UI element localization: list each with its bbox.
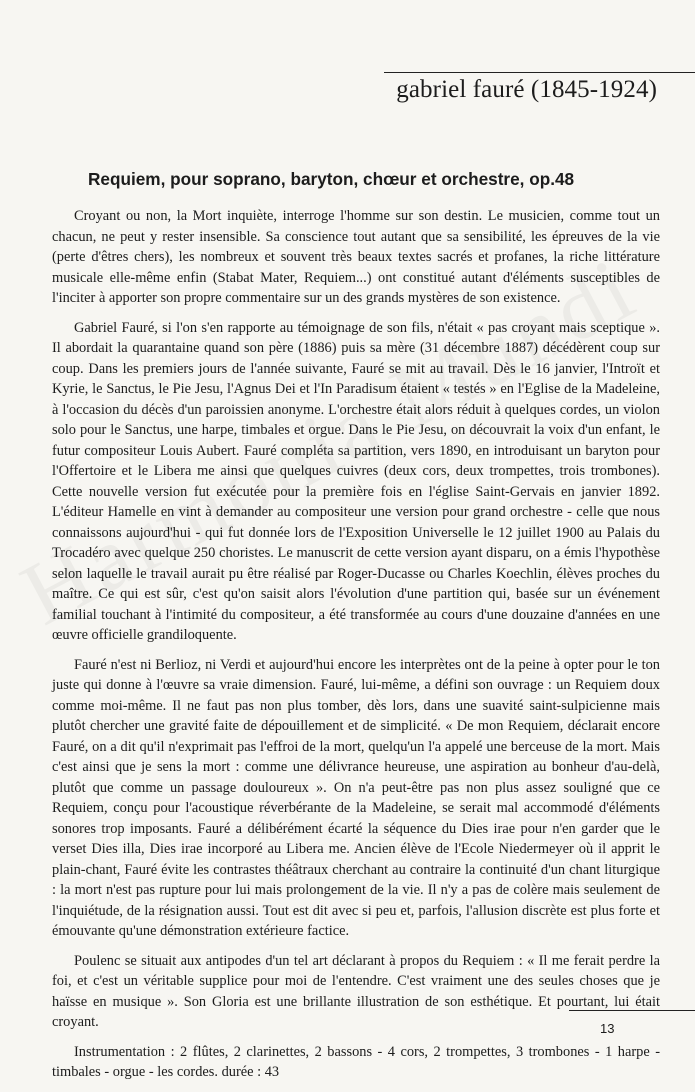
paragraph-intro: Croyant ou non, la Mort inquiète, interroge l'homme sur son destin. Le musicien, comme tout un chacun, ne peut y rester insensible. Sa conscience tout autant que sa sensibilité, les épreuves de la vie (perte d'êtres chers), les nombreux et souvent très beaux textes sacrés et profanes, la riche littérature musicale elle-même enfin (Stabat Mater, Requiem...) ont constitué autant d'éléments susceptibles de l'inciter à apporter son propre commentaire sur un des grands mystères de son existence. (52, 208, 660, 306)
page-number: 13 (600, 1021, 615, 1036)
article-body (52, 206, 660, 1092)
footer-rule (569, 1010, 695, 1011)
page-header-title: gabriel fauré (1845-1924) (396, 76, 657, 103)
header-rule (384, 72, 695, 73)
paragraph-poulenc: Poulenc se situait aux antipodes d'un tel art déclarant à propos du Requiem : « Il me ferait perdre la foi, et c'est un véritable supplice pour moi de l'entendre. C'est vraiment une des seules choses que je haïsse en musique ». Son Gloria est une brillante illustration de son esthétique. Et pourtant, lui était croyant. (52, 952, 660, 1030)
paragraph-instrumentation: Instrumentation : 2 flûtes, 2 clarinettes, 2 bassons - 4 cors, 2 trompettes, 3 trombones - 1 harpe - timbales - orgue - les cordes. durée : 43 (52, 1043, 660, 1080)
section-heading: Requiem, pour soprano, baryton, chœur et orchestre, op.48 (88, 169, 575, 189)
paragraph-history: Gabriel Fauré, si l'on s'en rapporte au témoignage de son fils, n'était « pas croyant mais sceptique ». Il abordait la quarantaine quand son père (1886) puis sa mère (31 décembre 1887) décédèrent coup sur coup. Dans les premiers jours de l'année suivante, Fauré se mit au travail. Dès le 16 janvier, l'Introït et Kyrie, le Sanctus, le Pie Jesu, l'Agnus Dei et l'In Paradisum étaient « testés » en l'Eglise de la Madeleine, à l'occasion du décès d'un paroissien anonyme. L'orchestre était alors réduit à quelques cordes, un violon solo pour le Sanctus, une harpe, timbales et orgue. Dans le Pie Jesu, on découvrait la voix d'un enfant, le futur compositeur Louis Aubert. Fauré compléta sa partition, vers 1890, en introduisant un baryton pour l'Offertoire et le Libera me ainsi que quelques cuivres (deux cors, deux trompettes, trois trombones). Cette nouvelle version fut exécutée pour la première fois en l'église Saint-Gervais en janvier 1892. L'éditeur Hamelle en vint à demander au compositeur une version pour grand orchestre - celle que nous connaissons aujourd'hui - qui fut donnée lors de l'Exposition Universelle le 12 juillet 1900 au Palais du Trocadéro avec quelque 250 choristes. Le manuscrit de cette version ayant disparu, on a émis l'hypothèse selon laquelle le travail aurait pu être réalisé par Roger-Ducasse ou Charles Koechlin, élèves proches du maître. Ce qui est sûr, c'est qu'on saisit alors l'évolution d'une partition qui, basée sur un événement familial touchant à l'intimité du compositeur, a été transformée au cours d'une douzaine d'années en une œuvre officielle grandiloquente. (52, 319, 660, 643)
paragraph-interpretation: Fauré n'est ni Berlioz, ni Verdi et aujourd'hui encore les interprètes ont de la peine à opter pour le ton juste qui donne à l'œuvre sa vraie dimension. Fauré, lui-même, a défini son ouvrage : un Requiem doux comme moi-même. Il ne faut pas non plus tomber, dès lors, dans une suavité saint-sulpicienne mais plutôt chercher une gravité faite de dépouillement et de simplicité. « De mon Requiem, déclarait encore Fauré, on a dit qu'il n'exprimait pas l'effroi de la mort, quelqu'un l'a appelé une berceuse de la mort. Mais c'est ainsi que je sens la mort : comme une délivrance heureuse, une aspiration au bonheur d'au-delà, plutôt que comme un passage douloureux ». On n'a peut-être pas non plus assez souligné que ce Requiem, conçu pour l'acoustique réverbérante de la Madeleine, se serait mal accommodé d'éléments sonores trop imposants. Fauré a délibérément écarté la séquence du Dies irae pour n'en garder que le verset Dies illa, Dies irae incorporé au Libera me. Ancien élève de l'Ecole Niedermeyer où il apprit le plain-chant, Fauré évite les contrastes théâtraux cherchant au contraire la continuité d'un chant liturgique : la mort n'est pas rupture pour lui mais prolongement de la vie. Il n'y a pas de colère mais seulement de l'inquiétude, de la résignation aussi. Tout est dit avec si peu et, parfois, l'allusion discrète est plus forte et émouvante qu'une démonstration extérieure factice. (52, 656, 660, 939)
